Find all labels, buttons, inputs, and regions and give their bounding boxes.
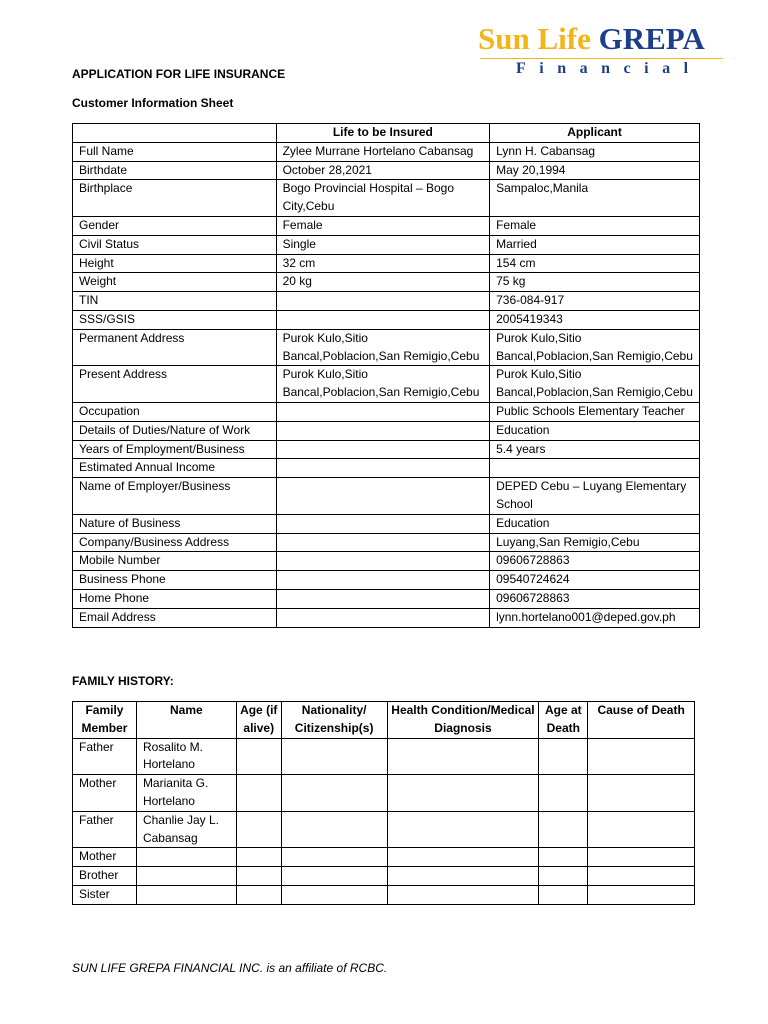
family-health [387, 848, 539, 867]
info-row [73, 161, 700, 180]
family-history-table [72, 701, 695, 905]
info-field-label: Name of Employer/Business [73, 478, 277, 515]
info-insured-value [276, 608, 490, 627]
info-applicant-value: Purok Kulo,Sitio Bancal,Poblacion,San Remigio,Cebu [490, 329, 700, 366]
info-row [73, 552, 700, 571]
info-row [73, 310, 700, 329]
family-nationality [281, 848, 387, 867]
info-header-row [73, 124, 700, 143]
info-applicant-value: Public Schools Elementary Teacher [490, 402, 700, 421]
family-row [73, 775, 695, 812]
info-row [73, 180, 700, 217]
family-row [73, 848, 695, 867]
info-applicant-value: Luyang,San Remigio,Cebu [490, 533, 700, 552]
info-field-label: Present Address [73, 366, 277, 403]
info-row [73, 514, 700, 533]
family-name: Rosalito M. Hortelano [136, 738, 236, 775]
family-health [387, 775, 539, 812]
info-insured-value: Female [276, 216, 490, 235]
info-field-label: Home Phone [73, 589, 277, 608]
info-row [73, 459, 700, 478]
info-insured-value [276, 292, 490, 311]
info-insured-value: October 28,2021 [276, 161, 490, 180]
info-applicant-value: Education [490, 421, 700, 440]
family-health [387, 811, 539, 848]
family-age [236, 867, 281, 886]
info-insured-value: Purok Kulo,Sitio Bancal,Poblacion,San Remigio,Cebu [276, 366, 490, 403]
info-field-label: Details of Duties/Nature of Work [73, 421, 277, 440]
family-health [387, 885, 539, 904]
page-title: APPLICATION FOR LIFE INSURANCE [72, 67, 286, 81]
family-row [73, 738, 695, 775]
info-applicant-value: Married [490, 235, 700, 254]
info-applicant-value: May 20,1994 [490, 161, 700, 180]
family-cause-of-death [588, 867, 695, 886]
family-member: Brother [73, 867, 137, 886]
family-nationality [281, 738, 387, 775]
info-applicant-value: lynn.hortelano001@deped.gov.ph [490, 608, 700, 627]
info-insured-value [276, 571, 490, 590]
family-nationality [281, 867, 387, 886]
info-insured-value [276, 402, 490, 421]
family-name [136, 867, 236, 886]
info-field-label: Years of Employment/Business [73, 440, 277, 459]
info-row [73, 329, 700, 366]
info-insured-value [276, 589, 490, 608]
family-header-row [73, 702, 695, 739]
info-header-insured: Life to be Insured [276, 124, 490, 143]
info-applicant-value: 09540724624 [490, 571, 700, 590]
info-applicant-value [490, 459, 700, 478]
info-applicant-value: 09606728863 [490, 589, 700, 608]
info-field-label: Civil Status [73, 235, 277, 254]
info-insured-value [276, 552, 490, 571]
family-age [236, 738, 281, 775]
info-applicant-value: 154 cm [490, 254, 700, 273]
family-nationality [281, 775, 387, 812]
family-cause-of-death [588, 738, 695, 775]
family-age-at-death [539, 848, 588, 867]
info-row [73, 533, 700, 552]
info-insured-value [276, 310, 490, 329]
info-field-label: Company/Business Address [73, 533, 277, 552]
info-row [73, 608, 700, 627]
info-field-label: SSS/GSIS [73, 310, 277, 329]
family-row [73, 867, 695, 886]
logo-grepa: GREPA [598, 21, 705, 56]
family-row [73, 811, 695, 848]
info-insured-value [276, 533, 490, 552]
family-member: Father [73, 738, 137, 775]
company-logo [478, 22, 728, 79]
customer-info-table [72, 123, 700, 628]
info-insured-value: Bogo Provincial Hospital – Bogo City,Cebu [276, 180, 490, 217]
info-header-applicant: Applicant [490, 124, 700, 143]
family-cause-of-death [588, 885, 695, 904]
info-applicant-value: 75 kg [490, 273, 700, 292]
info-field-label: Birthdate [73, 161, 277, 180]
info-row [73, 292, 700, 311]
info-field-label: Gender [73, 216, 277, 235]
info-row [73, 254, 700, 273]
info-row [73, 440, 700, 459]
family-cause-of-death [588, 775, 695, 812]
family-name: Chanlie Jay L. Cabansag [136, 811, 236, 848]
info-insured-value: Purok Kulo,Sitio Bancal,Poblacion,San Remigio,Cebu [276, 329, 490, 366]
family-age [236, 775, 281, 812]
family-name [136, 885, 236, 904]
info-applicant-value: Purok Kulo,Sitio Bancal,Poblacion,San Remigio,Cebu [490, 366, 700, 403]
family-header-age-at-death: Age at Death [539, 702, 588, 739]
family-nationality [281, 811, 387, 848]
info-applicant-value: Lynn H. Cabansag [490, 142, 700, 161]
logo-financial: Financial [516, 60, 702, 77]
info-field-label: Nature of Business [73, 514, 277, 533]
family-member: Sister [73, 885, 137, 904]
info-field-label: Mobile Number [73, 552, 277, 571]
info-field-label: Birthplace [73, 180, 277, 217]
info-insured-value: Zylee Murrane Hortelano Cabansag [276, 142, 490, 161]
family-member: Mother [73, 775, 137, 812]
info-row [73, 235, 700, 254]
family-header-member: Family Member [73, 702, 137, 739]
family-name [136, 848, 236, 867]
info-row [73, 142, 700, 161]
family-header-cause-of-death: Cause of Death [588, 702, 695, 739]
info-field-label: Permanent Address [73, 329, 277, 366]
family-health [387, 738, 539, 775]
family-age-at-death [539, 811, 588, 848]
info-insured-value: 20 kg [276, 273, 490, 292]
info-applicant-value: 2005419343 [490, 310, 700, 329]
footer-note: SUN LIFE GREPA FINANCIAL INC. is an affiliate of RCBC. [72, 961, 388, 975]
logo-wordmark [478, 22, 728, 56]
family-age [236, 811, 281, 848]
info-insured-value [276, 478, 490, 515]
info-applicant-value: 736-084-917 [490, 292, 700, 311]
info-applicant-value: 09606728863 [490, 552, 700, 571]
info-insured-value [276, 440, 490, 459]
info-insured-value [276, 459, 490, 478]
info-field-label: Weight [73, 273, 277, 292]
family-member: Father [73, 811, 137, 848]
info-applicant-value: Female [490, 216, 700, 235]
family-age [236, 885, 281, 904]
info-row [73, 571, 700, 590]
family-member: Mother [73, 848, 137, 867]
info-header-blank [73, 124, 277, 143]
info-field-label: Email Address [73, 608, 277, 627]
family-age [236, 848, 281, 867]
family-header-health: Health Condition/Medical Diagnosis [387, 702, 539, 739]
family-cause-of-death [588, 848, 695, 867]
info-insured-value [276, 514, 490, 533]
family-history-title: FAMILY HISTORY: [72, 674, 174, 688]
logo-sunlife: Sun Life [478, 21, 591, 56]
family-name: Marianita G. Hortelano [136, 775, 236, 812]
family-age-at-death [539, 738, 588, 775]
info-insured-value: 32 cm [276, 254, 490, 273]
info-row [73, 273, 700, 292]
family-age-at-death [539, 775, 588, 812]
info-row [73, 402, 700, 421]
family-header-name: Name [136, 702, 236, 739]
info-row [73, 589, 700, 608]
info-applicant-value: DEPED Cebu – Luyang Elementary School [490, 478, 700, 515]
info-field-label: TIN [73, 292, 277, 311]
family-cause-of-death [588, 811, 695, 848]
family-nationality [281, 885, 387, 904]
info-field-label: Full Name [73, 142, 277, 161]
info-applicant-value: Sampaloc,Manila [490, 180, 700, 217]
info-row [73, 366, 700, 403]
info-insured-value: Single [276, 235, 490, 254]
info-field-label: Estimated Annual Income [73, 459, 277, 478]
family-age-at-death [539, 885, 588, 904]
family-age-at-death [539, 867, 588, 886]
family-header-nationality: Nationality/ Citizenship(s) [281, 702, 387, 739]
family-row [73, 885, 695, 904]
info-row [73, 478, 700, 515]
section-title-customer-info: Customer Information Sheet [72, 96, 234, 110]
info-field-label: Occupation [73, 402, 277, 421]
info-field-label: Height [73, 254, 277, 273]
info-row [73, 421, 700, 440]
family-health [387, 867, 539, 886]
info-applicant-value: 5.4 years [490, 440, 700, 459]
info-field-label: Business Phone [73, 571, 277, 590]
info-row [73, 216, 700, 235]
info-applicant-value: Education [490, 514, 700, 533]
info-insured-value [276, 421, 490, 440]
family-header-age: Age (if alive) [236, 702, 281, 739]
